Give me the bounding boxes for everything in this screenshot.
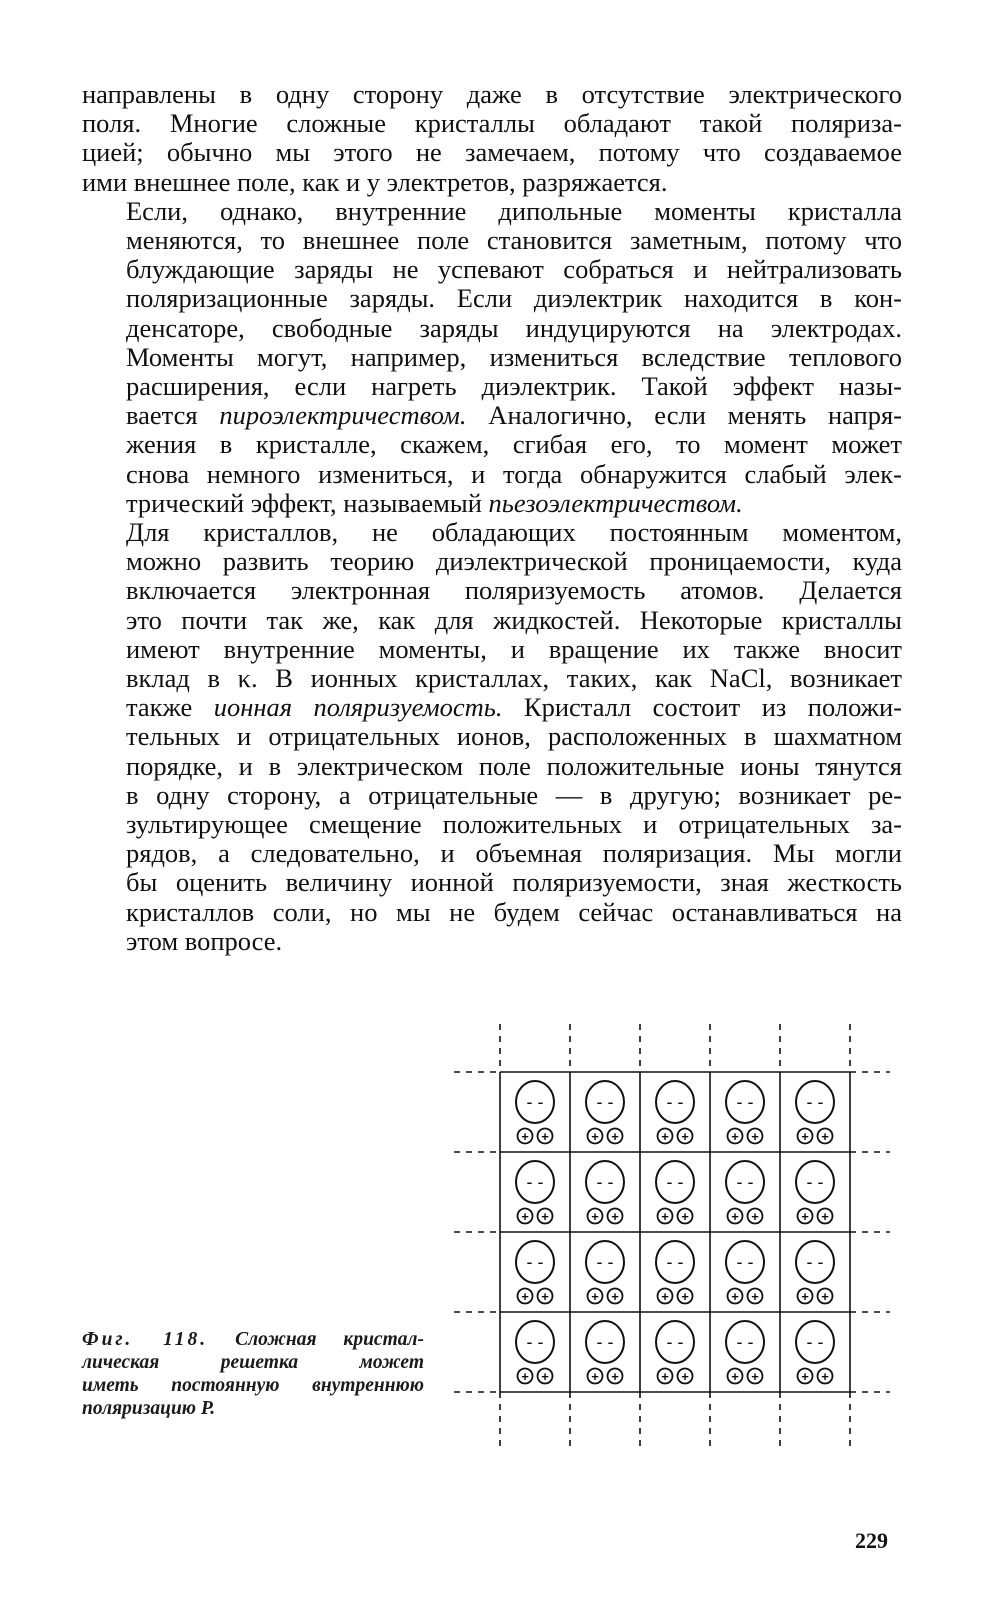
negative-ion-sign: - - [666, 1252, 684, 1272]
paragraph-3 [82, 518, 902, 956]
positive-ion-sign: + [681, 1289, 689, 1304]
text-line: вклад в κ. В ионных кристаллах, таких, как NaCl, возникает [126, 663, 902, 694]
text-line [82, 489, 902, 518]
negative-ion-sign: - - [736, 1172, 754, 1192]
negative-ion-sign: - - [736, 1332, 754, 1352]
positive-ion-sign: + [801, 1129, 809, 1144]
caption-line: поляризацию P. [82, 1398, 216, 1419]
text-line: поляризационные заряды. Если диэлектрик находится в кон- [126, 283, 902, 314]
text-line: Если, однако, внутренние дипольные моменты кристалла [126, 195, 902, 226]
text-line: Моменты могут, например, измениться вследствие теплового [126, 341, 902, 372]
text-line: денсаторе, свободные заряды индуцируются на электродах. [126, 312, 902, 343]
positive-ion-sign: + [521, 1209, 529, 1224]
positive-ion-sign: + [751, 1369, 759, 1384]
positive-ion-sign: + [681, 1369, 689, 1384]
positive-ion-sign: + [681, 1129, 689, 1144]
text-line [82, 693, 902, 722]
text-line: меняются, то внешнее поле становится заметным, потому что [126, 225, 902, 256]
text-line: цией; обычно мы этого не замечаем, потому что создаваемое [82, 137, 902, 168]
text-fragment: вается [126, 400, 220, 431]
negative-ion-sign: - - [596, 1332, 614, 1352]
crystal-lattice-diagram [450, 1020, 900, 1460]
text-line: бы оценить величину ионной поляризуемости, зная жесткость [126, 867, 902, 898]
negative-ion-sign: - - [736, 1092, 754, 1112]
negative-ion-sign: - - [526, 1252, 544, 1272]
positive-ion-sign: + [661, 1369, 669, 1384]
positive-ion-sign: + [821, 1369, 829, 1384]
positive-ion-sign: + [681, 1209, 689, 1224]
text-line: это почти так же, как для жидкостей. Некоторые кристаллы [126, 604, 902, 635]
negative-ion-sign: - - [806, 1332, 824, 1352]
caption-text: Сложная кристал- [208, 1329, 424, 1350]
paragraph-2 [82, 197, 902, 518]
text-line: можно развить теорию диэлектрической проницаемости, куда [126, 546, 902, 577]
negative-ion-sign: - - [736, 1252, 754, 1272]
positive-ion-sign: + [541, 1289, 549, 1304]
term-pyroelectricity: пироэлектричеством. [219, 400, 467, 431]
negative-ion-sign: - - [806, 1092, 824, 1112]
negative-ion-sign: - - [526, 1332, 544, 1352]
positive-ion-sign: + [801, 1289, 809, 1304]
text-fragment: также [126, 692, 214, 723]
text-line: включается электронная поляризуемость атомов. Делается [126, 575, 902, 606]
positive-ion-sign: + [541, 1369, 549, 1384]
negative-ion-sign: - - [596, 1172, 614, 1192]
text-line: снова немного измениться, и тогда обнаружится слабый элек- [126, 458, 902, 489]
figure-label: Фиг. 118. [82, 1329, 209, 1350]
positive-ion-sign: + [611, 1129, 619, 1144]
caption-line: лическая решетка может [82, 1352, 424, 1373]
positive-ion-sign: + [661, 1289, 669, 1304]
caption-line [82, 1328, 424, 1351]
negative-ion-sign: - - [596, 1252, 614, 1272]
crystal-lattice-figure [450, 1020, 900, 1460]
paragraph-1 [82, 80, 902, 197]
positive-ion-sign: + [751, 1129, 759, 1144]
positive-ion-sign: + [801, 1209, 809, 1224]
text-line: Для кристаллов, не обладающих постоянным моментом, [126, 517, 902, 548]
positive-ion-sign: + [521, 1289, 529, 1304]
positive-ion-sign: + [731, 1129, 739, 1144]
positive-ion-sign: + [801, 1369, 809, 1384]
positive-ion-sign: + [821, 1289, 829, 1304]
term-piezoelectricity: пьезоэлектричеством. [488, 487, 743, 518]
positive-ion-sign: + [611, 1209, 619, 1224]
text-line: в одну сторону, а отрицательные — в другую; возникает ре- [126, 779, 902, 810]
positive-ion-sign: + [731, 1209, 739, 1224]
positive-ion-sign: + [521, 1129, 529, 1144]
figure-caption [82, 1328, 424, 1420]
positive-ion-sign: + [541, 1129, 549, 1144]
negative-ion-sign: - - [596, 1092, 614, 1112]
term-ionic-polarizability: ионная поляризуемость. [213, 692, 503, 723]
text-line: зультирующее смещение положительных и отрицательных за- [126, 809, 902, 840]
positive-ion-sign: + [821, 1129, 829, 1144]
text-line: блуждающие заряды не успевают собраться и нейтрализовать [126, 254, 902, 285]
negative-ion-sign: - - [666, 1332, 684, 1352]
positive-ion-sign: + [751, 1209, 759, 1224]
positive-ion-sign: + [591, 1369, 599, 1384]
positive-ion-sign: + [591, 1129, 599, 1144]
positive-ion-sign: + [751, 1289, 759, 1304]
positive-ion-sign: + [521, 1369, 529, 1384]
text-line: рядов, а следовательно, и объемная поляризация. Мы могли [126, 838, 902, 869]
text-fragment: Кристалл состоит из положи- [502, 692, 902, 723]
text-line: расширения, если нагреть диэлектрик. Такой эффект назы- [126, 371, 902, 402]
page-number: 229 [855, 1528, 888, 1553]
text-fragment: Аналогично, если менять напря- [466, 400, 903, 431]
text-line: жения в кристалле, скажем, сгибая его, то момент может [126, 429, 902, 460]
positive-ion-sign: + [821, 1209, 829, 1224]
positive-ion-sign: + [731, 1289, 739, 1304]
text-line: поля. Многие сложные кристаллы обладают такой поляриза- [82, 108, 902, 139]
positive-ion-sign: + [611, 1369, 619, 1384]
caption-line: иметь постоянную внутреннюю [82, 1375, 424, 1396]
text-line: порядке, и в электрическом поле положительные ионы тянутся [126, 750, 902, 781]
text-line: этом вопросе. [126, 925, 283, 956]
text-line [82, 401, 902, 430]
negative-ion-sign: - - [806, 1172, 824, 1192]
text-line: кристаллов соли, но мы не будем сейчас останавливаться на [126, 896, 902, 927]
negative-ion-sign: - - [666, 1172, 684, 1192]
positive-ion-sign: + [661, 1129, 669, 1144]
positive-ion-sign: + [591, 1289, 599, 1304]
negative-ion-sign: - - [526, 1092, 544, 1112]
text-line: направлены в одну сторону даже в отсутствие электрического [82, 79, 902, 109]
text-line: тельных и отрицательных ионов, расположенных в шахматном [126, 721, 902, 752]
text-line: имеют внутренние моменты, и вращение их также вносит [126, 633, 902, 664]
text-line: ими внешнее поле, как и у электретов, разряжается. [82, 166, 668, 197]
positive-ion-sign: + [541, 1209, 549, 1224]
negative-ion-sign: - - [806, 1252, 824, 1272]
text-fragment: трический эффект, называемый [126, 487, 489, 518]
positive-ion-sign: + [591, 1209, 599, 1224]
positive-ion-sign: + [611, 1289, 619, 1304]
negative-ion-sign: - - [526, 1172, 544, 1192]
body-text [82, 80, 902, 956]
positive-ion-sign: + [661, 1209, 669, 1224]
positive-ion-sign: + [731, 1369, 739, 1384]
negative-ion-sign: - - [666, 1092, 684, 1112]
